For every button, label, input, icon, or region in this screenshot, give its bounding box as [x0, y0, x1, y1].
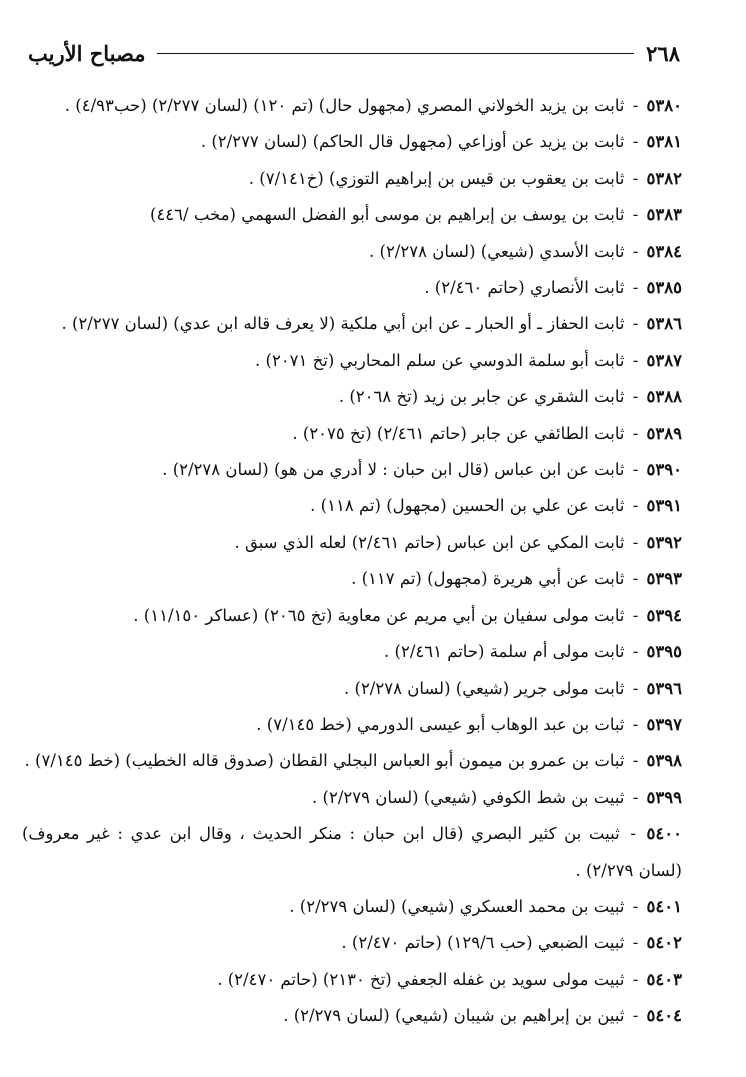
entry: ٥٣٨٤ - ثابت الأسدي (شيعي) (لسان ٢/٢٧٨) .: [369, 241, 682, 261]
header-rule: [157, 53, 634, 54]
entry-number: ٥٤٠٢: [646, 933, 682, 953]
page-number: ٢٦٨: [646, 40, 680, 66]
entry-number: ٥٤٠٣: [646, 969, 682, 989]
entry: ٥٤٠١ - ثبيت بن محمد العسكري (شيعي) (لسان ٢/٢٧٩) .: [289, 896, 682, 916]
entry-number: ٥٣٩٣: [646, 569, 682, 589]
entry: ٥٣٩١ - ثابت عن علي بن الحسين (مجهول) (تم ١١٨) .: [310, 496, 682, 516]
book-title: مصباح الأريب: [28, 40, 146, 66]
entry-number: ٥٣٩١: [646, 496, 682, 516]
entry-text: ثابت الأسدي (شيعي) (لسان ٢/٢٧٨) .: [369, 241, 625, 261]
entry-number: ٥٣٩٥: [646, 642, 682, 662]
entry-text: ثابت الطائفي عن جابر (حاتم ٢/٤٦١) (تخ ٢٠٧٥) .: [292, 423, 625, 443]
entry-text: ثبيت بن محمد العسكري (شيعي) (لسان ٢/٢٧٩) .: [289, 896, 625, 916]
entry: ٥٤٠٣ - ثبيت مولى سويد بن غفله الجعفي (تخ ٢١٣٠) (حاتم ٢/٤٧٠) .: [217, 969, 682, 989]
entry-number: ٥٣٨٨: [646, 387, 682, 407]
entry-text: ثابت مولى جرير (شيعي) (لسان ٢/٢٧٨) .: [344, 678, 625, 698]
entry-number: ٥٣٨٠: [646, 96, 682, 115]
entry: ٥٣٩٧ - ثبات بن عبد الوهاب أبو عيسى الدورمي (خط ٧/١٤٥) .: [256, 714, 682, 734]
entry-text: ثابت الشقري عن جابر بن زيد (تخ ٢٠٦٨) .: [338, 387, 625, 407]
entry: ٥٣٨١ - ثابت بن يزيد عن أوزاعي (مجهول قال الحاكم) (لسان ٢/٢٧٧) .: [200, 132, 682, 152]
entry-text: ثابت مولى أم سلمة (حاتم ٢/٤٦١) .: [384, 642, 625, 662]
entry-number: ٥٤٠١: [646, 896, 682, 916]
entry: ٥٣٨٩ - ثابت الطائفي عن جابر (حاتم ٢/٤٦١) (تخ ٢٠٧٥) .: [292, 423, 682, 443]
entry-text: ثبيت بن كثير البصري (قال ابن حبان : منكر الحديث ، وقال ابن عدي : غير معروف) (لسان ٢/٢٧٩) .: [22, 824, 682, 880]
entry-text: ثابت الأنصاري (حاتم ٢/٤٦٠) .: [424, 278, 625, 298]
entry: ٥٣٩٩ - ثبيت بن شط الكوفي (شيعي) (لسان ٢/٢٧٩) .: [312, 787, 682, 807]
entry: ٥٤٠٤ - ثبين بن إبراهيم بن شيبان (شيعي) (لسان ٢/٢٧٩) .: [283, 1006, 682, 1026]
entry: ٥٤٠٠ - ثبيت بن كثير البصري (قال ابن حبان : منكر الحديث ، وقال ابن عدي : غير معروف) (لسان ٢/٢٧٩) .: [22, 824, 682, 880]
entry-text: ثبات بن عبد الوهاب أبو عيسى الدورمي (خط ٧/١٤٥) .: [256, 714, 625, 734]
entry-text: ثابت بن يوسف بن إبراهيم بن موسى أبو الفضل السهمي (مخب /٤٤٦): [150, 205, 625, 225]
entry: ٥٤٠٢ - ثبيت الضبعي (حب ١٢٩/٦) (حاتم ٢/٤٧٠) .: [341, 933, 682, 953]
entry-text: ثابت عن علي بن الحسين (مجهول) (تم ١١٨) .: [310, 496, 625, 516]
entry-text: ثبات بن عمرو بن ميمون أبو العباس البجلي القطان (صدوق قاله الخطيب) (خط ٧/١٤٥) .: [24, 751, 625, 771]
entry-number: ٥٣٩٧: [646, 714, 682, 734]
entry-number: ٥٣٩٨: [646, 751, 682, 771]
entry-text: ثابت الحفاز ـ أو الحبار ـ عن ابن أبي ملكية (لا يعرف قاله ابن عدي) (لسان ٢/٢٧٧) .: [61, 314, 625, 334]
running-header: [28, 36, 680, 70]
entry-number: ٥٣٨٧: [646, 350, 682, 370]
entry-text: ثابت مولى سفيان بن أبي مريم عن معاوية (تخ ٢٠٦٥) (عساكر ١١/١٥٠) .: [133, 605, 625, 625]
entry-number: ٥٣٨٤: [646, 241, 682, 261]
entry: ٥٣٨٧ - ثابت أبو سلمة الدوسي عن سلم المحاربي (تخ ٢٠٧١) .: [255, 350, 682, 370]
entry-number: ٥٣٩٦: [646, 678, 682, 698]
entry-text: ثابت عن ابن عباس (قال ابن حبان : لا أدري من هو) (لسان ٢/٢٧٨) .: [162, 460, 625, 480]
entry-text: ثابت المكي عن ابن عباس (حاتم ٢/٤٦١) لعله الذي سبق .: [234, 532, 625, 552]
entry-number: ٥٣٨٥: [646, 278, 682, 298]
entry-number: ٥٤٠٠: [646, 824, 682, 844]
entry-text: ثبيت بن شط الكوفي (شيعي) (لسان ٢/٢٧٩) .: [312, 787, 625, 807]
entry-number: ٥٣٩٠: [646, 460, 682, 480]
entry: ٥٣٩٣ - ثابت عن أبي هريرة (مجهول) (تم ١١٧) .: [351, 569, 682, 589]
entry: ٥٣٩٠ - ثابت عن ابن عباس (قال ابن حبان : لا أدري من هو) (لسان ٢/٢٧٨) .: [162, 460, 682, 480]
entry-text: ثبيت الضبعي (حب ١٢٩/٦) (حاتم ٢/٤٧٠) .: [341, 933, 625, 953]
entry: ٥٣٨٣ - ثابت بن يوسف بن إبراهيم بن موسى أبو الفضل السهمي (مخب /٤٤٦): [150, 205, 682, 225]
entry-number: ٥٣٨٩: [646, 423, 682, 443]
entry: ٥٣٨٨ - ثابت الشقري عن جابر بن زيد (تخ ٢٠٦٨) .: [338, 387, 682, 407]
entry: ٥٣٩٦ - ثابت مولى جرير (شيعي) (لسان ٢/٢٧٨) .: [344, 678, 682, 698]
entry-number: ٥٣٨٢: [646, 168, 682, 188]
entry-text: ثبيت مولى سويد بن غفله الجعفي (تخ ٢١٣٠) (حاتم ٢/٤٧٠) .: [217, 969, 625, 989]
entry-text: ثابت بن يزيد عن أوزاعي (مجهول قال الحاكم) (لسان ٢/٢٧٧) .: [200, 132, 625, 152]
entry: ٥٣٨٠ - ثابت بن يزيد الخولاني المصري (مجهول حال) (تم ١٢٠) (لسان ٢/٢٧٧) (حب٤/٩٣) .: [64, 96, 682, 115]
entry-number: ٥٣٩٢: [646, 532, 682, 552]
entry: ٥٣٨٦ - ثابت الحفاز ـ أو الحبار ـ عن ابن أبي ملكية (لا يعرف قاله ابن عدي) (لسان ٢/٢٧٧) .: [61, 314, 682, 334]
entry-text: ثابت أبو سلمة الدوسي عن سلم المحاربي (تخ ٢٠٧١) .: [255, 350, 625, 370]
entry: ٥٣٨٢ - ثابت بن يعقوب بن قيس بن إبراهيم التوزي) (خ٧/١٤١) .: [248, 168, 682, 188]
entry: ٥٣٩٤ - ثابت مولى سفيان بن أبي مريم عن معاوية (تخ ٢٠٦٥) (عساكر ١١/١٥٠) .: [133, 605, 682, 625]
entry-text: ثابت عن أبي هريرة (مجهول) (تم ١١٧) .: [351, 569, 625, 589]
entry-text: ثبين بن إبراهيم بن شيبان (شيعي) (لسان ٢/٢٧٩) .: [283, 1006, 625, 1026]
entry-number: ٥٤٠٤: [646, 1006, 682, 1026]
entry-number: ٥٣٨٣: [646, 205, 682, 225]
entry-text: ثابت بن يعقوب بن قيس بن إبراهيم التوزي) (خ٧/١٤١) .: [248, 168, 625, 188]
entry: ٥٣٨٥ - ثابت الأنصاري (حاتم ٢/٤٦٠) .: [424, 278, 682, 298]
entry: ٥٣٩٨ - ثبات بن عمرو بن ميمون أبو العباس البجلي القطان (صدوق قاله الخطيب) (خط ٧/١٤٥) .: [24, 751, 682, 771]
entry: ٥٣٩٢ - ثابت المكي عن ابن عباس (حاتم ٢/٤٦١) لعله الذي سبق .: [234, 532, 682, 552]
entry-list: [22, 88, 682, 1035]
entry: ٥٣٩٥ - ثابت مولى أم سلمة (حاتم ٢/٤٦١) .: [384, 642, 682, 662]
entry-number: ٥٣٨٦: [646, 314, 682, 334]
entry-text: ثابت بن يزيد الخولاني المصري (مجهول حال) (تم ١٢٠) (لسان ٢/٢٧٧) (حب٤/٩٣) .: [64, 96, 625, 115]
entry-number: ٥٣٩٤: [646, 605, 682, 625]
entry-number: ٥٣٩٩: [646, 787, 682, 807]
entry-number: ٥٣٨١: [646, 132, 682, 152]
